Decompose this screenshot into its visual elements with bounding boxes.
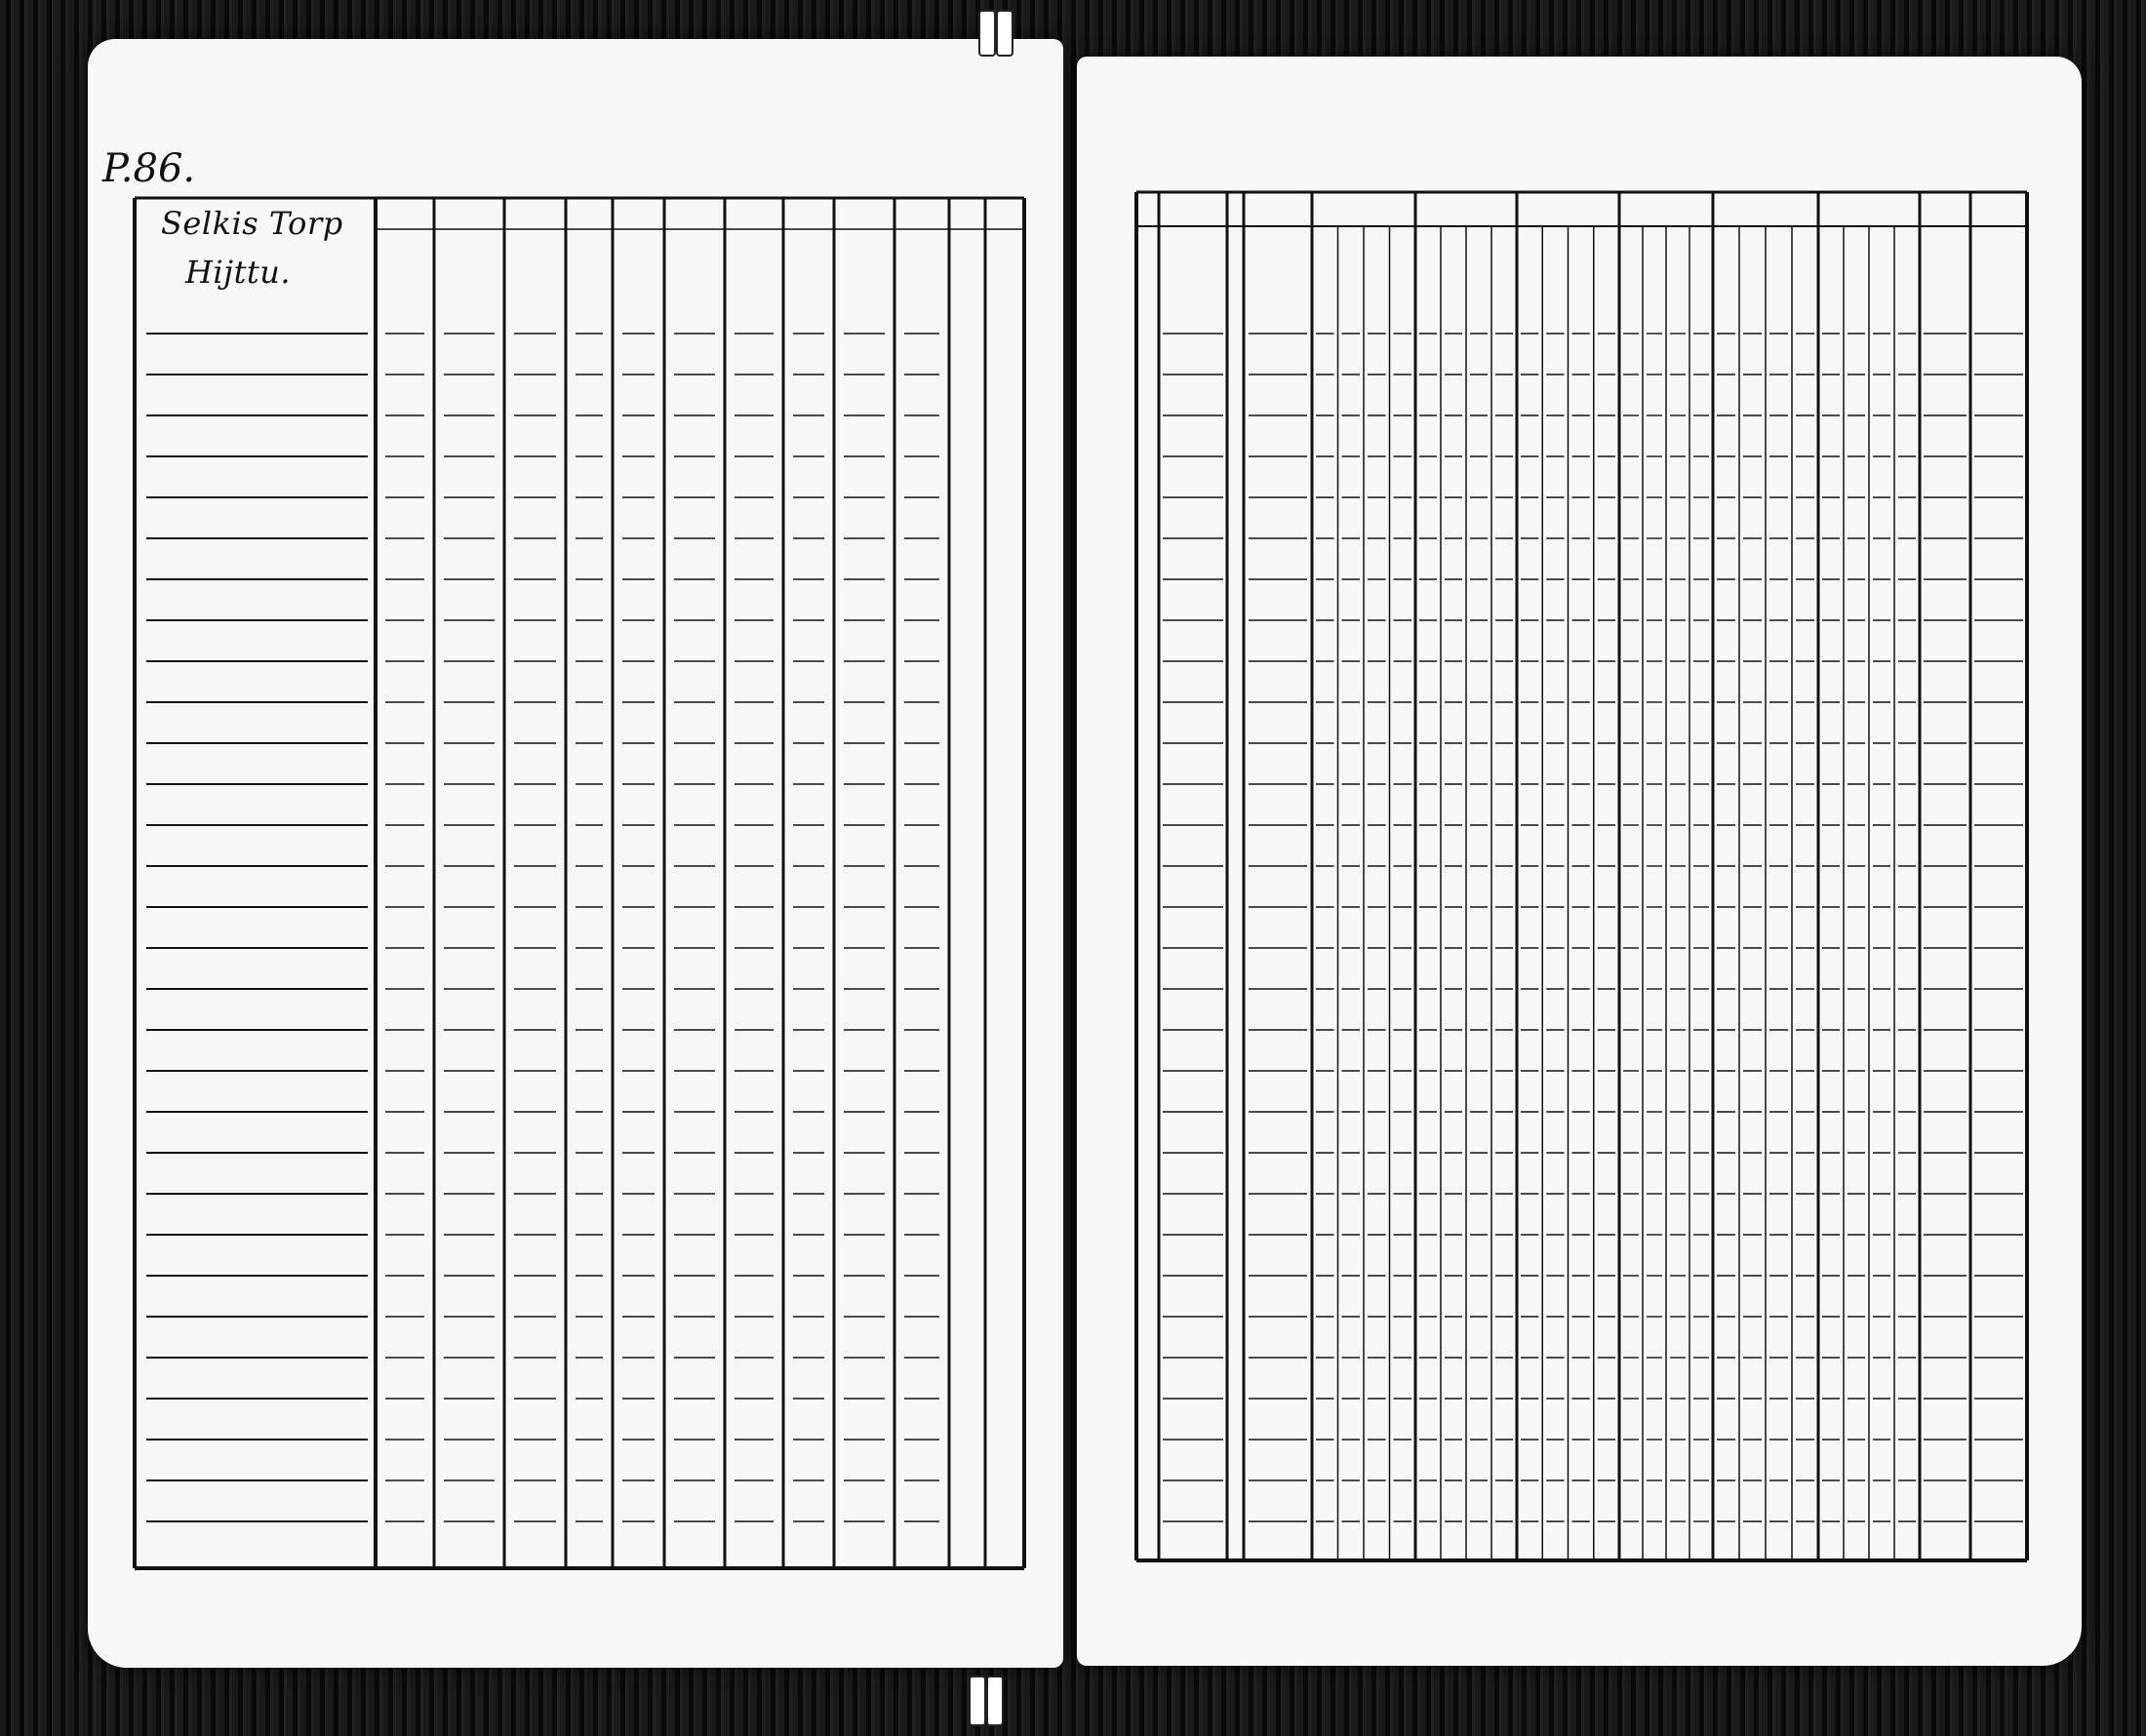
household-title-line-2: Hijttu. <box>185 254 292 291</box>
page-number: P.86. <box>102 146 196 191</box>
column-subheader-5 <box>668 233 721 311</box>
column-subheader-4 <box>616 233 660 311</box>
column-subheader-2 <box>508 233 562 311</box>
column-subheader-1 <box>438 233 500 311</box>
column-subheader-7 <box>787 233 830 311</box>
column-subheader-6 <box>729 233 779 311</box>
column-subheader-11 <box>989 233 1020 311</box>
column-subheader-9 <box>898 233 945 311</box>
column-subheader-8 <box>838 233 891 311</box>
column-subheader-3 <box>570 233 609 311</box>
column-subheader-0 <box>379 233 430 311</box>
column-subheader-10 <box>953 233 981 311</box>
household-title-line-1: Selkis Torp <box>161 205 343 242</box>
